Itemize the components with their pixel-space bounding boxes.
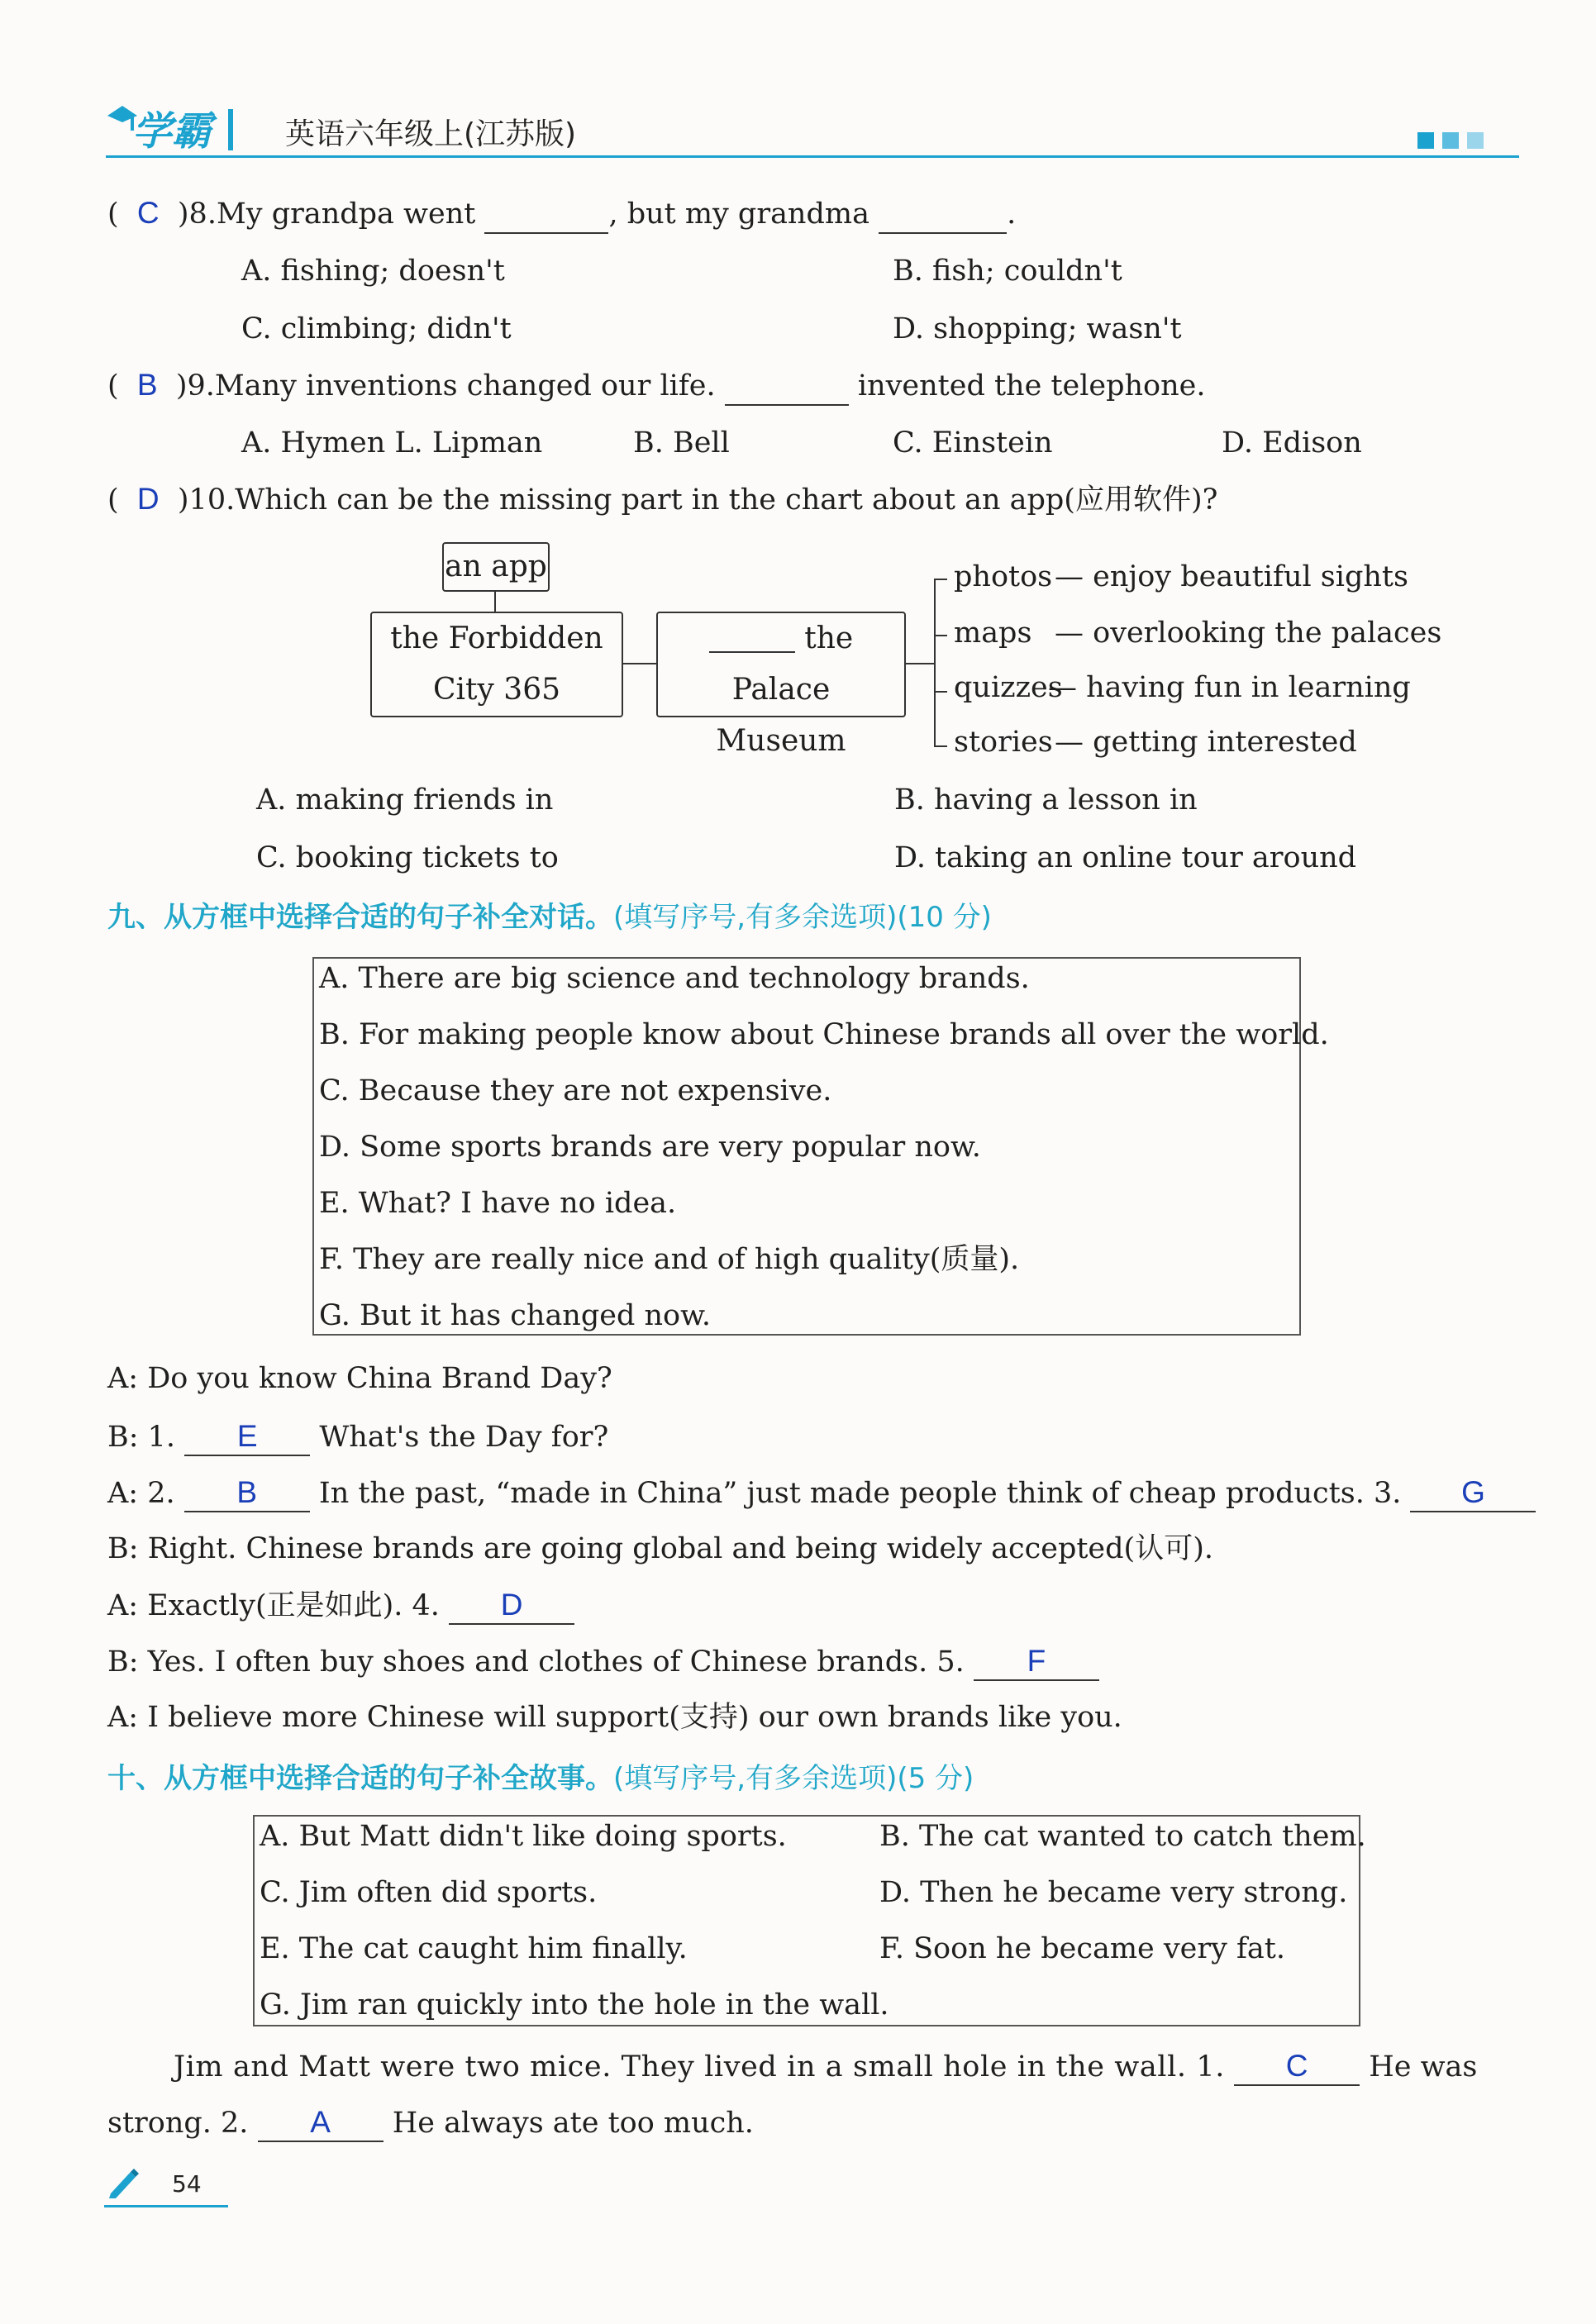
header-rule [106, 155, 1519, 158]
pencil-icon [106, 2165, 141, 2200]
answer-8[interactable]: C [136, 196, 160, 230]
branch-photos-value: — enjoy beautiful sights [1055, 560, 1408, 593]
branch-quizzes-key: quizzes [954, 671, 1063, 704]
footer-rule [104, 2205, 228, 2207]
header-divider-bar [228, 109, 233, 150]
book-title: 英语六年级上(江苏版) [285, 117, 577, 151]
s9-option-g: G. But it has changed now. [319, 1299, 712, 1332]
branch-photos-key: photos [954, 560, 1053, 593]
branch-stories-value: — getting interested [1055, 726, 1357, 759]
q8-option-c[interactable]: C. climbing; didn't [241, 312, 512, 345]
q8-option-b[interactable]: B. fish; couldn't [893, 255, 1122, 288]
story-line-1: Jim and Matt were two mice. They lived in a small hole in the wall. 1. C He was [174, 2048, 1477, 2086]
q10-option-d[interactable]: D. taking an online tour around [894, 841, 1357, 874]
dialog-line-5: A: Exactly(正是如此). 4. D [107, 1587, 574, 1625]
s9-option-d: D. Some sports brands are very popular now. [319, 1131, 981, 1164]
diagram-palace-museum-box: the Palace Museum [656, 612, 906, 717]
branch-maps-key: maps [954, 617, 1032, 650]
q8-blank-1[interactable] [484, 196, 608, 234]
diagram-connector-right [904, 663, 934, 664]
branch-quizzes-value: — having fun in learning [1048, 671, 1411, 704]
diagram-connector-vertical [494, 590, 496, 612]
q10-stem: Which can be the missing part in the chart about an app(应用软件)? [235, 483, 1218, 517]
page-number: 54 [172, 2170, 202, 2198]
answer-10[interactable]: D [136, 482, 160, 516]
q10-number: 10. [188, 483, 236, 517]
dialog-answer-2[interactable]: B [184, 1474, 310, 1512]
s10-option-f: F. Soon he became very fat. [879, 1932, 1285, 1965]
section-9-heading: 九、从方框中选择合适的句子补全对话。(填写序号,有多余选项)(10 分) [107, 901, 992, 934]
header-square-1 [1417, 132, 1434, 149]
q10-option-a[interactable]: A. making friends in [256, 783, 554, 817]
q9-option-d[interactable]: D. Edison [1222, 426, 1362, 460]
q8-number: 8. [188, 198, 217, 231]
header-logo-text: 学霸 [132, 108, 212, 155]
question-10: ( D )10.Which can be the missing part in the chart about an app(应用软件)? [107, 482, 1218, 517]
s9-option-a: A. There are big science and technology brands. [319, 962, 1030, 995]
dialog-line-6: B: Yes. I often buy shoes and clothes of Chinese brands. 5. F [107, 1643, 1099, 1681]
header-square-3 [1467, 132, 1484, 149]
diagram-connector-horizontal [622, 663, 656, 664]
q9-stem-a: Many inventions changed our life. [214, 369, 716, 402]
s10-option-g: G. Jim ran quickly into the hole in the wall. [260, 1988, 889, 2022]
story-line-2: strong. 2. A He always ate too much. [107, 2104, 754, 2142]
section-10-heading: 十、从方框中选择合适的句子补全故事。(填写序号,有多余选项)(5 分) [107, 1762, 974, 1795]
q8-stem-c: . [1007, 198, 1017, 231]
q9-stem-b: invented the telephone. [857, 369, 1206, 402]
dialog-line-3: A: 2. B In the past, “made in China” just made people think of cheap products. 3. G [107, 1474, 1536, 1512]
s10-option-e: E. The cat caught him finally. [260, 1932, 688, 1965]
header-square-2 [1442, 132, 1459, 149]
q9-option-a[interactable]: A. Hymen L. Lipman [241, 426, 543, 460]
s9-option-f: F. They are really nice and of high quality(质量). [319, 1243, 1020, 1276]
dialog-line-1: A: Do you know China Brand Day? [107, 1362, 612, 1395]
dialog-answer-4[interactable]: D [449, 1587, 574, 1625]
q8-stem-b: , but my grandma [608, 198, 869, 231]
q8-stem-a: My grandpa went [216, 198, 476, 231]
dialog-line-2: B: 1. E What's the Day for? [107, 1418, 608, 1456]
story-answer-2[interactable]: A [258, 2104, 384, 2142]
question-8: ( C )8.My grandpa went , but my grandma . [107, 195, 1016, 234]
dialog-answer-5[interactable]: F [974, 1643, 1099, 1681]
q9-number: 9. [187, 369, 215, 402]
s10-option-c: C. Jim often did sports. [260, 1876, 598, 1909]
story-answer-1[interactable]: C [1234, 2048, 1360, 2086]
diagram-blank[interactable] [709, 626, 795, 653]
diagram-bracket [934, 579, 936, 747]
dialog-line-4: B: Right. Chinese brands are going global and being widely accepted(认可). [107, 1532, 1213, 1565]
dialog-line-7: A: I believe more Chinese will support(支持) our own brands like you. [107, 1701, 1122, 1734]
q8-option-d[interactable]: D. shopping; wasn't [893, 312, 1182, 345]
s10-option-a: A. But Matt didn't like doing sports. [260, 1820, 787, 1853]
s9-option-b: B. For making people know about Chinese brands all over the world. [319, 1018, 1329, 1051]
q9-blank[interactable] [725, 368, 849, 406]
branch-maps-value: — overlooking the palaces [1055, 617, 1442, 650]
s10-option-b: B. The cat wanted to catch them. [879, 1820, 1366, 1853]
dialog-answer-1[interactable]: E [184, 1418, 310, 1456]
question-9: ( B )9.Many inventions changed our life. invented the telephone. [107, 367, 1206, 406]
s9-option-c: C. Because they are not expensive. [319, 1074, 832, 1107]
dialog-answer-3[interactable]: G [1410, 1474, 1536, 1512]
q9-option-b[interactable]: B. Bell [633, 426, 730, 460]
q10-option-c[interactable]: C. booking tickets to [256, 841, 559, 874]
q10-option-b[interactable]: B. having a lesson in [894, 783, 1198, 817]
diagram-forbidden-city-box: the Forbidden City 365 [370, 612, 623, 717]
s9-option-e: E. What? I have no idea. [319, 1187, 677, 1220]
q8-blank-2[interactable] [879, 196, 1007, 234]
answer-9[interactable]: B [136, 368, 158, 402]
s10-option-d: D. Then he became very strong. [879, 1876, 1348, 1909]
q8-option-a[interactable]: A. fishing; doesn't [241, 255, 505, 288]
branch-stories-key: stories [954, 726, 1053, 759]
q9-option-c[interactable]: C. Einstein [893, 426, 1053, 460]
diagram-app-box: an app [442, 542, 550, 592]
